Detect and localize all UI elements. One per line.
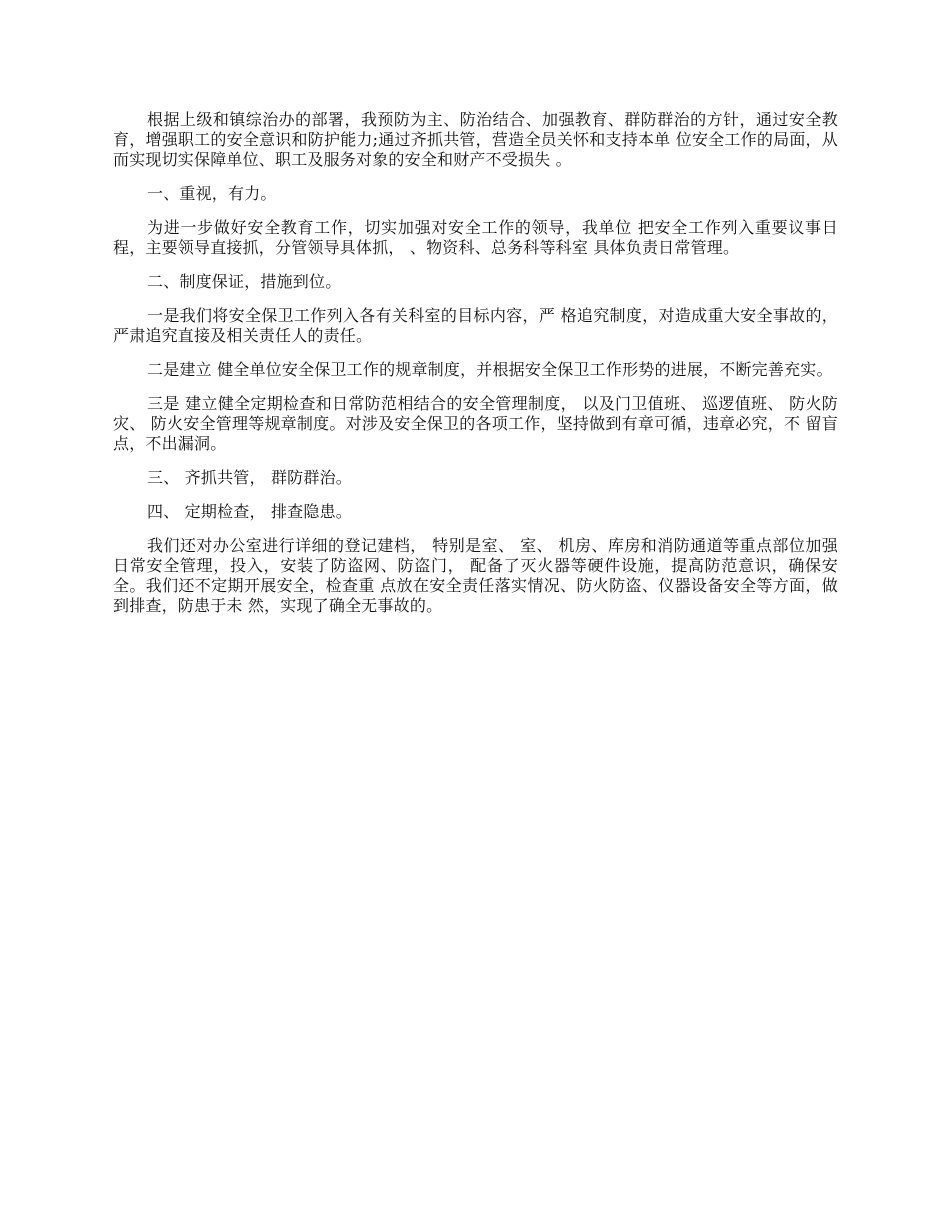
section-heading-3: 三、 齐抓共管， 群防群治。 (147, 468, 352, 487)
section-heading-1: 一、重视，有力。 (147, 184, 277, 203)
section-heading-2: 二、制度保证，措施到位。 (147, 272, 342, 291)
paragraph-section-4: 我们还对办公室进行详细的登记建档， 特别是室、 室、 机房、库房和消防通道等重点部位加强日常安全管理，投入，安装了防盗网、防盗门， 配备了灭火器等硬件设施，提高防范意识，确保安全。我们还不定期开展安全，检查重 点放在安全责任落实情况、防火防盗、仪器设备安全等方面，做到排查，防患于未 然，实现了确全无事故的。 (113, 536, 838, 615)
paragraph-section-2-item-2: 二是建立 健全单位安全保卫工作的规章制度，并根据安全保卫工作形势的进展，不断完善充实。 (147, 360, 833, 379)
paragraph-intro: 根据上级和镇综治办的部署，我预防为主、防治结合、加强教育、群防群治的方针，通过安全教育，增强职工的安全意识和防护能力;通过齐抓共管，营造全员关怀和支持本单 位安全工作的局面，从而实现切实保障单位、职工及服务对象的安全和财产不受损失 。 (113, 110, 838, 169)
paragraph-section-2-item-3: 三是 建立健全定期检查和日常防范相结合的安全管理制度， 以及门卫值班、 巡逻值班、 防火防灾、 防火安全管理等规章制度。对涉及安全保卫的各项工作，坚持做到有章可循，违章必究，不 留盲点，不出漏洞。 (113, 394, 838, 453)
section-heading-4: 四、 定期检查， 排查隐患。 (147, 502, 352, 521)
paragraph-section-2-item-1: 一是我们将安全保卫工作列入各有关科室的目标内容，严 格追究制度，对造成重大安全事故的，严肃追究直接及相关责任人的责任。 (113, 306, 838, 345)
document-body (113, 110, 838, 616)
paragraph-section-1: 为进一步做好安全教育工作，切实加强对安全工作的领导，我单位 把安全工作列入重要议事日程，主要领导直接抓，分管领导具体抓， 、物资科、总务科等科室 具体负责日常管理。 (113, 218, 838, 257)
